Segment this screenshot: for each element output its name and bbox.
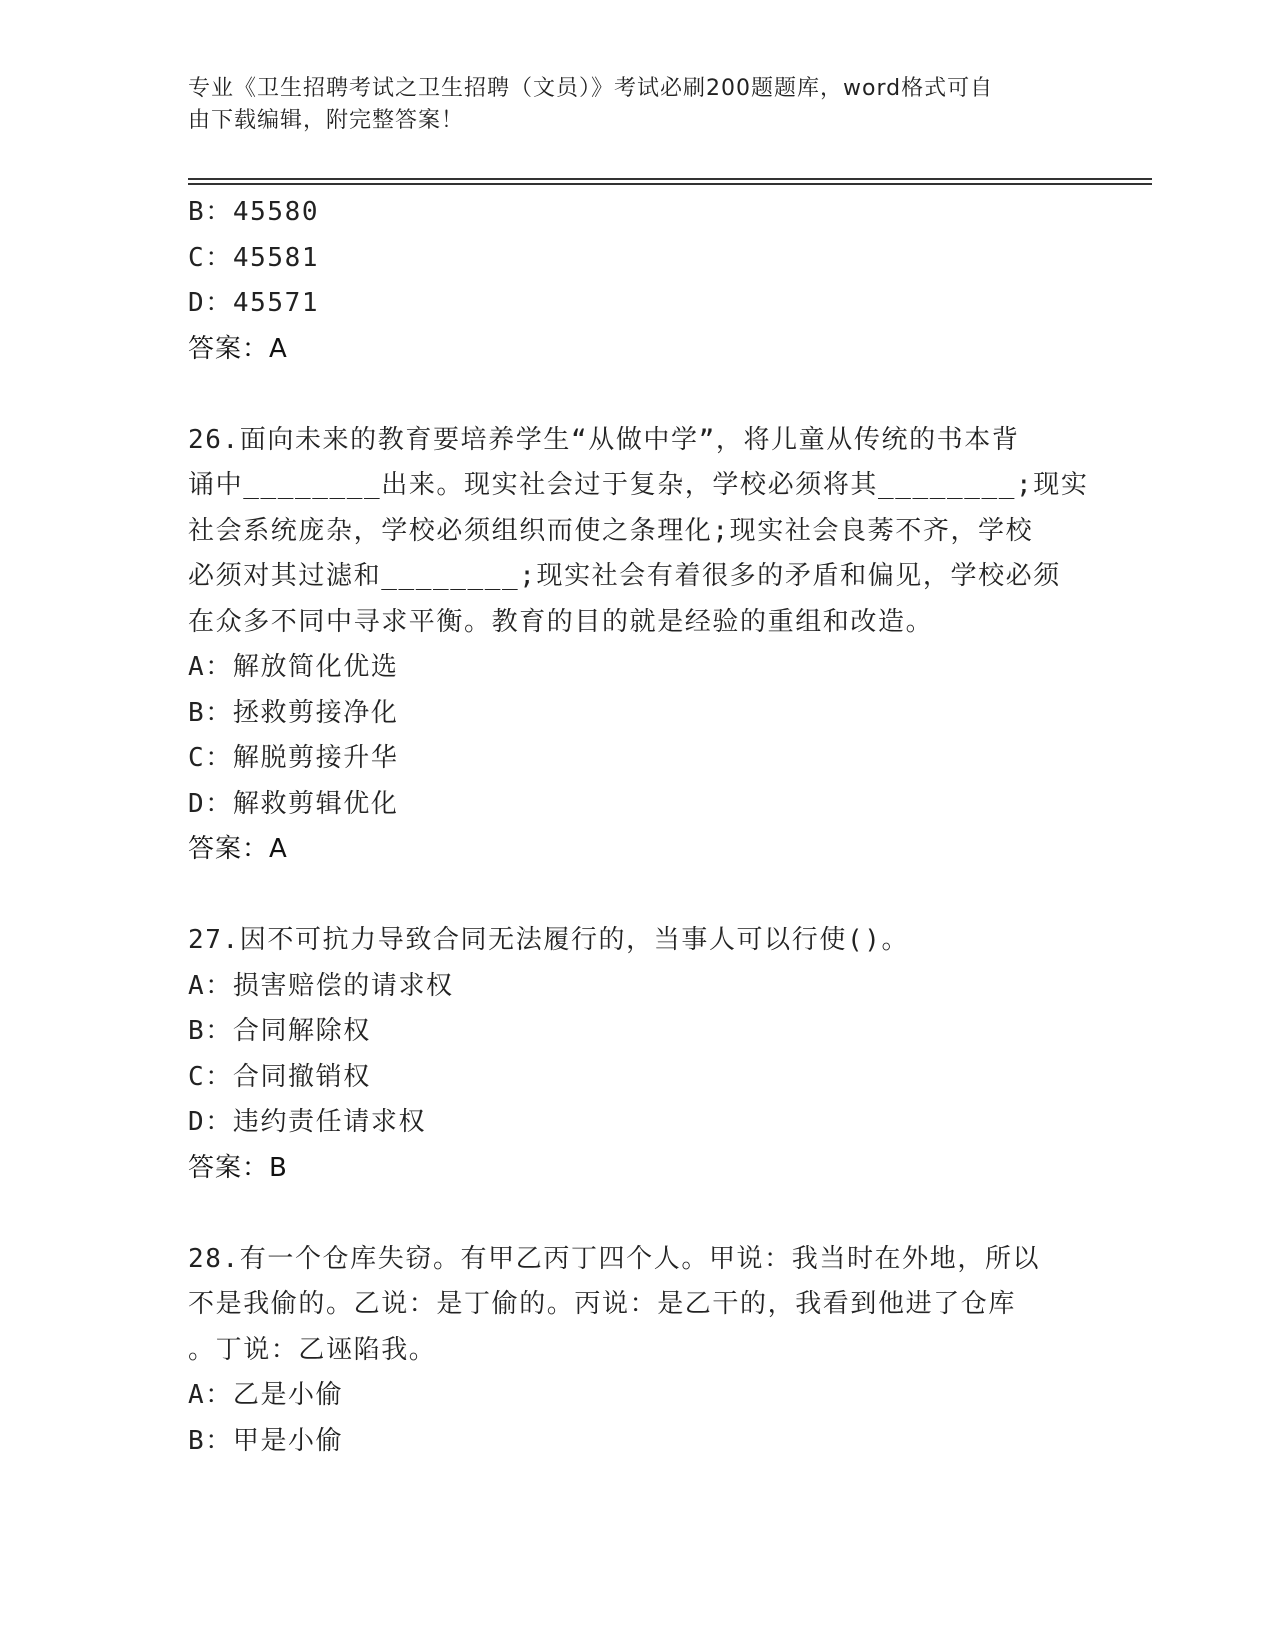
option-d: D：违约责任请求权 (188, 1107, 427, 1137)
document-header (188, 73, 1068, 137)
question-stem-line: 在众多不同中寻求平衡。教育的目的就是经验的重组和改造。 (188, 606, 934, 637)
option-c: C：45581 (188, 242, 320, 273)
option-b: B：拯救剪接净化 (188, 697, 399, 728)
option-d: D：45571 (188, 288, 320, 318)
header-divider-top (188, 178, 1152, 180)
header-divider-bottom (188, 183, 1152, 185)
option-b: B：甲是小偷 (188, 1425, 344, 1456)
option-a: A：损害赔偿的请求权 (188, 970, 454, 1001)
question-25 (188, 190, 1068, 372)
spacer (188, 873, 1068, 919)
answer-line: 答案：A (188, 333, 288, 364)
question-stem-line: 必须对其过滤和________;现实社会有着很多的矛盾和偏见，学校必须 (188, 561, 1061, 591)
question-27 (188, 918, 1068, 1191)
question-26 (188, 418, 1089, 873)
question-stem-line: 不是我偷的。乙说：是丁偷的。丙说：是乙干的，我看到他进了仓库 (188, 1289, 1017, 1319)
question-28 (188, 1237, 1068, 1465)
option-c: C：合同撤销权 (188, 1061, 371, 1092)
question-list (188, 190, 1089, 1464)
header-line-2: 由下载编辑，附完整答案！ (188, 108, 465, 133)
option-d: D：解救剪辑优化 (188, 788, 399, 819)
question-stem-line: 28.有一个仓库失窃。有甲乙丙丁四个人。甲说：我当时在外地，所以 (188, 1243, 1041, 1274)
question-stem-line: 26.面向未来的教育要培养学生“从做中学”，将儿童从传统的书本背 (188, 424, 1020, 455)
answer-line: 答案：A (188, 834, 288, 864)
question-stem-line: 诵中________出来。现实社会过于复杂，学校必须将其________;现实 (188, 470, 1089, 500)
option-b: B：45580 (188, 197, 320, 227)
question-stem-line: 社会系统庞杂，学校必须组织而使之条理化;现实社会良莠不齐，学校 (188, 515, 1034, 546)
option-a: A：解放简化优选 (188, 652, 399, 682)
spacer (188, 372, 1068, 418)
question-stem-line: 。丁说：乙诬陷我。 (188, 1334, 437, 1365)
answer-line: 答案：B (188, 1152, 288, 1183)
question-stem-line: 27.因不可抗力导致合同无法履行的，当事人可以行使()。 (188, 925, 910, 955)
option-b: B：合同解除权 (188, 1016, 371, 1046)
header-line-1: 专业《卫生招聘考试之卫生招聘（文员）》考试必刷200题题库，word格式可自 (188, 76, 994, 101)
option-c: C：解脱剪接升华 (188, 743, 399, 773)
spacer (188, 1191, 1068, 1237)
option-a: A：乙是小偷 (188, 1380, 344, 1410)
